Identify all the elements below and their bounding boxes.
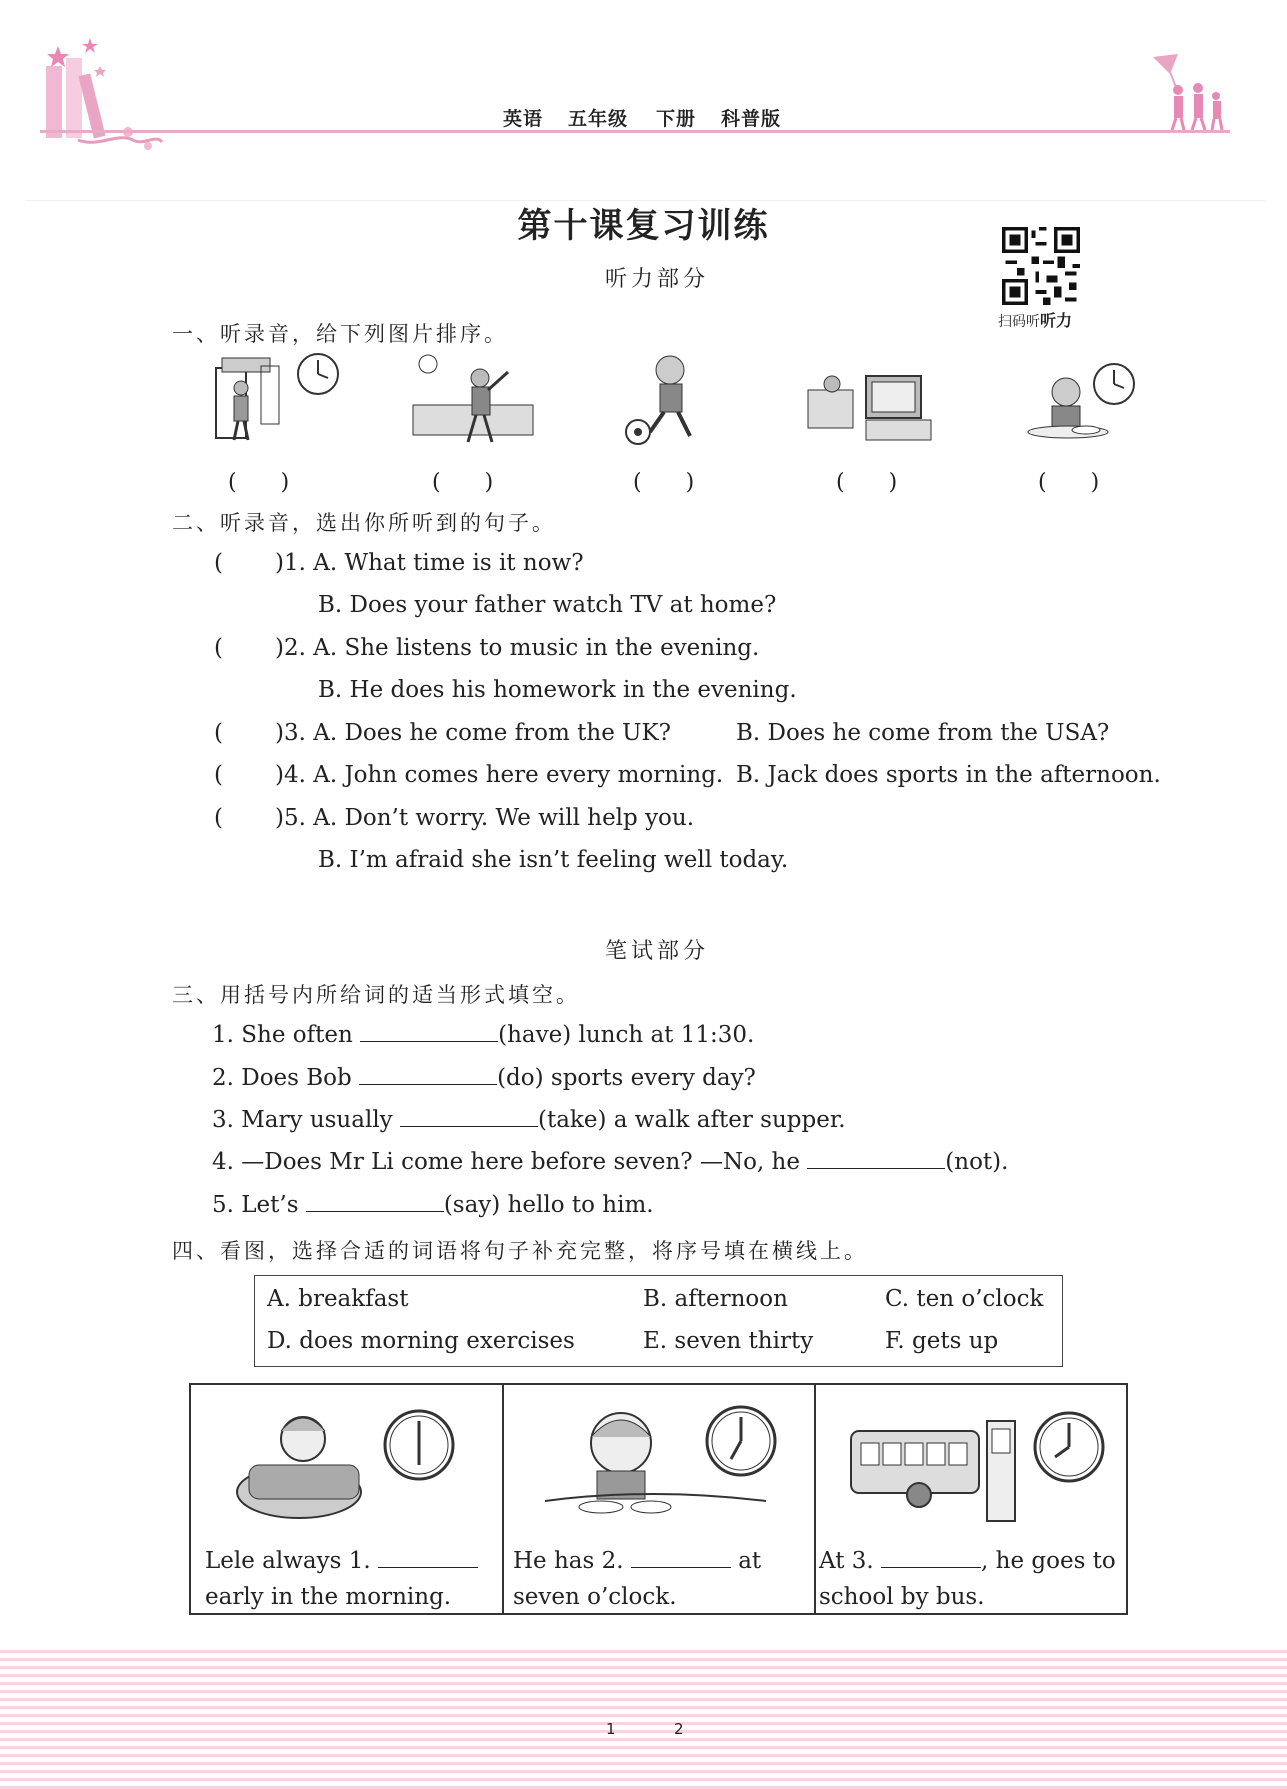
part1-answer-2[interactable]: ( )	[432, 470, 494, 495]
fill-blank[interactable]	[360, 1022, 498, 1042]
header-volume: 下册	[656, 108, 697, 130]
part2-heading: 二、听录音，选出你所听到的句子。	[172, 511, 556, 535]
listening-heading: 听力部分	[604, 267, 709, 292]
girl-getting-up-picture	[408, 350, 538, 445]
fill-blank[interactable]	[359, 1065, 497, 1085]
header-subject: 英语	[503, 108, 544, 130]
student-clock-picture	[206, 348, 346, 448]
boy-eating-breakfast-clock-picture	[541, 1397, 791, 1527]
written-heading: 笔试部分	[604, 939, 709, 964]
part2-item-2: ( )2. A. She listens to music in the evening.	[214, 635, 760, 661]
option-e: E. seven thirty	[643, 1328, 814, 1354]
part2-item-5-b: B. I’m afraid she isn’t feeling well today.	[318, 847, 789, 873]
qr-code-icon[interactable]	[1002, 227, 1080, 305]
part3-item-5: 5. Let’s (say) hello to him.	[212, 1192, 654, 1218]
fill-blank[interactable]	[807, 1149, 945, 1169]
option-d: D. does morning exercises	[267, 1328, 575, 1354]
option-f: F. gets up	[885, 1328, 999, 1354]
picture-table	[189, 1383, 1128, 1615]
part2-item-4: ( )4. A. John comes here every morning.	[214, 762, 724, 788]
part3-item-3: 3. Mary usually (take) a walk after supper.	[212, 1107, 846, 1133]
book-decoration-icon	[38, 36, 168, 151]
part2-item-2-b: B. He does his homework in the evening.	[318, 677, 797, 703]
part1-answer-1[interactable]: ( )	[228, 470, 290, 495]
part2-item-3: ( )3. A. Does he come from the UK?	[214, 720, 672, 746]
answer-paren[interactable]: (	[214, 550, 223, 576]
table-divider	[814, 1385, 816, 1613]
answer-paren[interactable]: (	[214, 805, 223, 831]
panel-2-text: He has 2. at seven o’clock.	[513, 1548, 762, 1610]
part4-heading: 四、看图，选择合适的词语将句子补充完整，将序号填在横线上。	[172, 1239, 868, 1263]
header-grade: 五年级	[568, 108, 629, 130]
header-divider	[40, 130, 1230, 133]
answer-paren[interactable]: (	[214, 635, 223, 661]
fill-blank[interactable]	[400, 1107, 538, 1127]
answer-paren[interactable]: (	[214, 762, 223, 788]
option-b: B. afternoon	[643, 1286, 788, 1312]
part2-item-1: ( )1. A. What time is it now?	[214, 550, 584, 576]
part3-item-4: 4. —Does Mr Li come here before seven? —No, he (not).	[212, 1149, 1009, 1175]
page-header	[0, 0, 1287, 205]
panel-3-text: At 3. , he goes to school by bus.	[819, 1548, 1116, 1610]
option-c: C. ten o’clock	[885, 1286, 1044, 1312]
fill-blank[interactable]	[378, 1548, 478, 1568]
bus-stop-clock-picture	[849, 1401, 1119, 1531]
page-number-right: 2	[674, 1720, 684, 1738]
fill-blank[interactable]	[631, 1548, 731, 1568]
part1-answer-5[interactable]: ( )	[1038, 470, 1100, 495]
panel-1-text: Lele always 1. early in the morning.	[205, 1543, 478, 1615]
part2-item-3-b: B. Does he come from the USA?	[736, 720, 1110, 746]
boy-in-bed-clock-picture	[229, 1397, 469, 1527]
part3-item-2: 2. Does Bob (do) sports every day?	[212, 1065, 756, 1091]
part2-item-5: ( )5. A. Don’t worry. We will help you.	[214, 805, 695, 831]
kids-kite-icon	[1148, 52, 1228, 132]
part1-answer-4[interactable]: ( )	[836, 470, 898, 495]
boy-playing-football-picture	[620, 350, 720, 448]
part2-item-1-b: B. Does your father watch TV at home?	[318, 592, 777, 618]
page-footer	[0, 1645, 1287, 1789]
part3-heading: 三、用括号内所给词的适当形式填空。	[172, 983, 580, 1007]
header-edition: 科普版	[721, 108, 782, 130]
part3-item-1: 1. She often (have) lunch at 11:30.	[212, 1022, 755, 1048]
qr-caption: 扫码听听力	[998, 311, 1073, 330]
page-number-left: 1	[606, 1720, 616, 1738]
fill-blank[interactable]	[881, 1548, 981, 1568]
fill-blank[interactable]	[306, 1192, 444, 1212]
page-title: 第十课复习训练	[517, 206, 770, 246]
part2-item-4-b: B. Jack does sports in the afternoon.	[736, 762, 1161, 788]
boy-eating-clock-picture	[1022, 362, 1142, 448]
boy-watching-tv-picture	[806, 368, 936, 448]
option-a: A. breakfast	[267, 1286, 409, 1312]
word-bank	[254, 1275, 1063, 1367]
answer-paren[interactable]: (	[214, 720, 223, 746]
part1-heading: 一、听录音，给下列图片排序。	[172, 322, 508, 346]
table-divider	[502, 1385, 504, 1613]
part1-answer-3[interactable]: ( )	[633, 470, 695, 495]
